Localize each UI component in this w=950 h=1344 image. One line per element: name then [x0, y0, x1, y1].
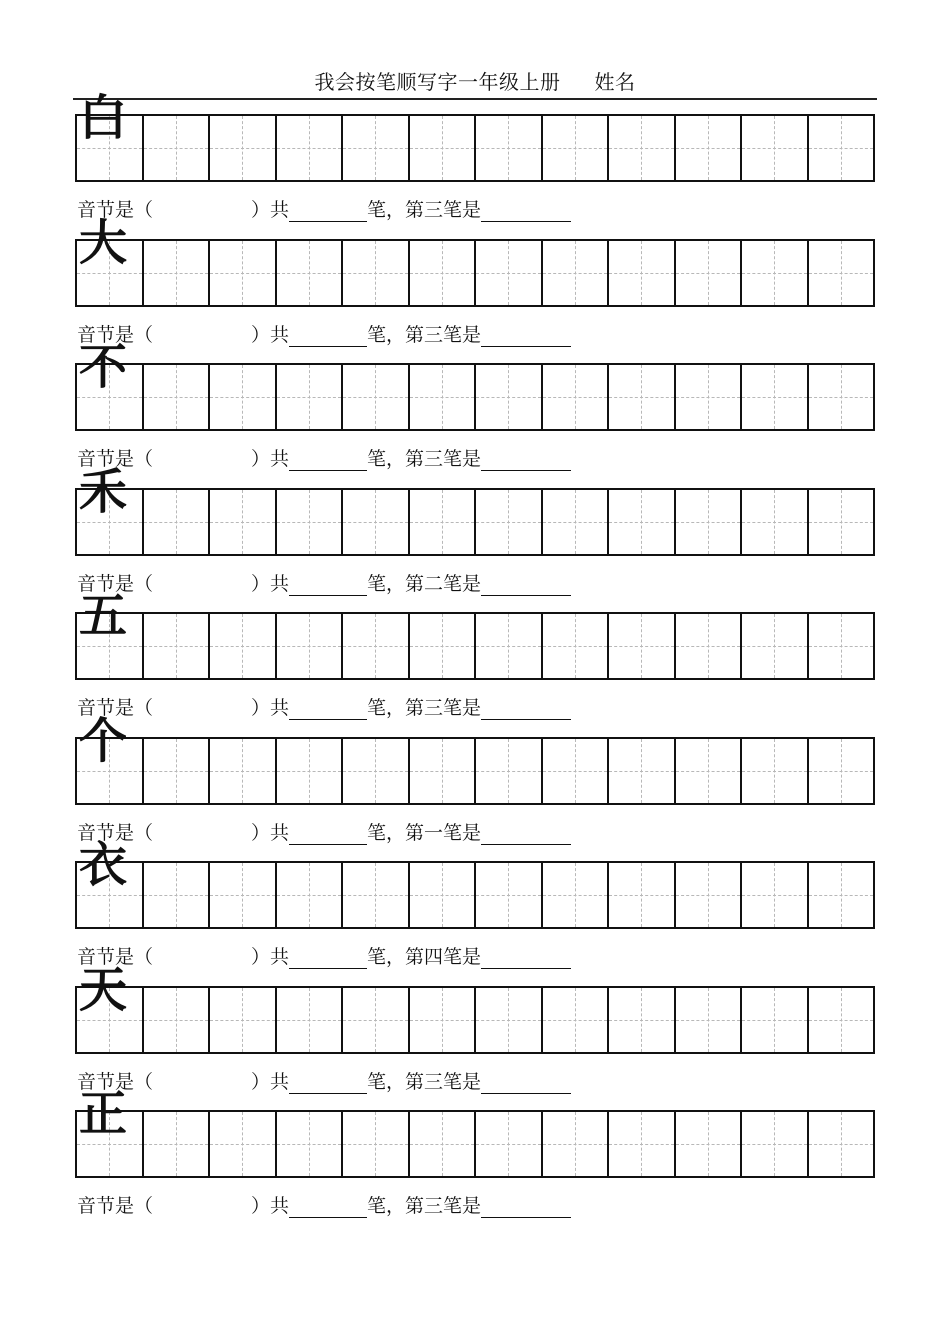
writing-cell[interactable]: [676, 1112, 743, 1176]
writing-cell[interactable]: [410, 365, 477, 429]
writing-cell[interactable]: [809, 614, 874, 678]
header-rule: [73, 98, 877, 100]
stroke-count-label: ）共: [251, 1071, 290, 1093]
guide-line-vertical: [841, 739, 842, 803]
guide-line-vertical: [442, 116, 443, 180]
writing-cell[interactable]: [410, 739, 477, 803]
question-line: [77, 1194, 571, 1218]
guide-line-vertical: [375, 614, 376, 678]
stroke-order-label: 第三笔是: [405, 1195, 482, 1217]
writing-cell[interactable]: [277, 863, 344, 927]
model-character: 禾: [79, 464, 128, 520]
writing-cell[interactable]: [210, 116, 277, 180]
stroke-order-label: 第二笔是: [405, 573, 482, 595]
stroke-count-label: ）共: [251, 1195, 290, 1217]
guide-line-vertical: [508, 863, 509, 927]
guide-line-vertical: [708, 739, 709, 803]
writing-cell[interactable]: [809, 739, 874, 803]
writing-cell[interactable]: [676, 365, 743, 429]
writing-cell[interactable]: [742, 116, 809, 180]
guide-line-vertical: [641, 116, 642, 180]
writing-cell[interactable]: [476, 614, 543, 678]
guide-line-vertical: [242, 490, 243, 554]
writing-cell[interactable]: [410, 988, 477, 1052]
stroke-count-label: ）共: [251, 822, 290, 844]
guide-line-vertical: [641, 365, 642, 429]
stroke-count-blank[interactable]: [289, 946, 367, 969]
guide-line-vertical: [575, 614, 576, 678]
guide-line-vertical: [375, 739, 376, 803]
name-label: 姓名: [594, 70, 636, 94]
writing-grid: [75, 986, 875, 1054]
writing-cell[interactable]: [676, 988, 743, 1052]
question-line: [77, 821, 571, 845]
worksheet-title: 我会按笔顺写字一年级上册: [314, 70, 561, 94]
writing-cell[interactable]: [476, 988, 543, 1052]
writing-cell[interactable]: [277, 988, 344, 1052]
writing-cell[interactable]: [809, 241, 874, 305]
guide-line-vertical: [508, 988, 509, 1052]
writing-cell[interactable]: [543, 1112, 610, 1176]
guide-line-vertical: [242, 116, 243, 180]
guide-line-vertical: [375, 863, 376, 927]
stroke-order-blank[interactable]: [481, 1195, 571, 1218]
guide-line-vertical: [242, 863, 243, 927]
question-line: [77, 572, 571, 596]
guide-line-vertical: [442, 1112, 443, 1176]
writing-cell[interactable]: [277, 614, 344, 678]
guide-line-vertical: [309, 490, 310, 554]
stroke-count-label: ）共: [251, 697, 290, 719]
question-line: [77, 198, 571, 222]
writing-cell[interactable]: [144, 988, 211, 1052]
syllable-label: 音节是（: [77, 448, 154, 470]
writing-cell[interactable]: [210, 739, 277, 803]
strokes-word: 笔，: [367, 448, 406, 470]
writing-cell[interactable]: [343, 988, 410, 1052]
guide-line-vertical: [176, 1112, 177, 1176]
guide-line-vertical: [176, 614, 177, 678]
writing-cell[interactable]: [144, 241, 211, 305]
writing-cell[interactable]: [144, 365, 211, 429]
guide-line-vertical: [575, 365, 576, 429]
writing-cell[interactable]: [609, 988, 676, 1052]
stroke-order-label: 第一笔是: [405, 822, 482, 844]
writing-cell[interactable]: [277, 365, 344, 429]
stroke-order-label: 第三笔是: [405, 1071, 482, 1093]
writing-cell[interactable]: [277, 241, 344, 305]
guide-line-vertical: [841, 614, 842, 678]
writing-cell[interactable]: [809, 1112, 874, 1176]
syllable-label: 音节是（: [77, 324, 154, 346]
writing-grid: [75, 114, 875, 182]
guide-line-vertical: [442, 614, 443, 678]
guide-line-vertical: [641, 490, 642, 554]
writing-cell[interactable]: [277, 1112, 344, 1176]
writing-cell[interactable]: [809, 116, 874, 180]
model-character: 白: [79, 90, 128, 146]
writing-cell[interactable]: [609, 490, 676, 554]
writing-cell[interactable]: [543, 739, 610, 803]
writing-cell[interactable]: [210, 365, 277, 429]
writing-cell[interactable]: [410, 1112, 477, 1176]
writing-cell[interactable]: [543, 116, 610, 180]
guide-line-vertical: [841, 1112, 842, 1176]
guide-line-vertical: [242, 365, 243, 429]
guide-line-vertical: [242, 614, 243, 678]
writing-cell[interactable]: [609, 614, 676, 678]
guide-line-vertical: [176, 241, 177, 305]
stroke-order-label: 第四笔是: [405, 946, 482, 968]
writing-grid: [75, 239, 875, 307]
writing-cell[interactable]: [210, 241, 277, 305]
syllable-label: 音节是（: [77, 697, 154, 719]
guide-line-vertical: [774, 739, 775, 803]
writing-cell[interactable]: [742, 863, 809, 927]
strokes-word: 笔，: [367, 573, 406, 595]
writing-cell[interactable]: [609, 863, 676, 927]
stroke-count-label: ）共: [251, 448, 290, 470]
guide-line-vertical: [176, 365, 177, 429]
writing-cell[interactable]: [543, 490, 610, 554]
stroke-order-label: 第三笔是: [405, 448, 482, 470]
guide-line-vertical: [774, 863, 775, 927]
guide-line-vertical: [841, 241, 842, 305]
guide-line-vertical: [375, 365, 376, 429]
guide-line-vertical: [575, 241, 576, 305]
syllable-label: 音节是（: [77, 573, 154, 595]
writing-cell[interactable]: [144, 490, 211, 554]
writing-cell[interactable]: [210, 1112, 277, 1176]
guide-line-vertical: [708, 241, 709, 305]
stroke-count-blank[interactable]: [289, 1071, 367, 1094]
writing-cell[interactable]: [144, 739, 211, 803]
guide-line-vertical: [841, 863, 842, 927]
writing-cell[interactable]: [543, 614, 610, 678]
guide-line-vertical: [774, 614, 775, 678]
guide-line-vertical: [508, 1112, 509, 1176]
stroke-order-blank[interactable]: [481, 1071, 571, 1094]
guide-line-vertical: [774, 1112, 775, 1176]
guide-line-vertical: [708, 614, 709, 678]
syllable-label: 音节是（: [77, 946, 154, 968]
writing-cell[interactable]: [809, 490, 874, 554]
guide-line-vertical: [309, 116, 310, 180]
writing-cell[interactable]: [343, 241, 410, 305]
guide-line-vertical: [508, 365, 509, 429]
guide-line-vertical: [375, 116, 376, 180]
stroke-count-label: ）共: [251, 199, 290, 221]
guide-line-vertical: [176, 116, 177, 180]
writing-grid: [75, 612, 875, 680]
writing-cell[interactable]: [742, 241, 809, 305]
writing-cell[interactable]: [277, 116, 344, 180]
writing-cell[interactable]: [144, 1112, 211, 1176]
writing-cell[interactable]: [476, 116, 543, 180]
guide-line-vertical: [774, 241, 775, 305]
writing-cell[interactable]: [410, 116, 477, 180]
strokes-word: 笔，: [367, 697, 406, 719]
writing-cell[interactable]: [543, 241, 610, 305]
guide-line-vertical: [242, 988, 243, 1052]
writing-cell[interactable]: [676, 116, 743, 180]
guide-line-vertical: [641, 739, 642, 803]
guide-line-vertical: [774, 490, 775, 554]
question-line: [77, 945, 571, 969]
model-character: 衣: [79, 837, 128, 893]
writing-cell[interactable]: [676, 490, 743, 554]
stroke-order-blank[interactable]: [481, 448, 571, 471]
syllable-label: 音节是（: [77, 199, 154, 221]
guide-line-vertical: [309, 241, 310, 305]
guide-line-vertical: [508, 116, 509, 180]
model-character: 天: [79, 962, 128, 1018]
guide-line-vertical: [708, 863, 709, 927]
strokes-word: 笔，: [367, 199, 406, 221]
guide-line-vertical: [309, 739, 310, 803]
guide-line-vertical: [176, 490, 177, 554]
writing-cell[interactable]: [277, 739, 344, 803]
guide-line-vertical: [309, 365, 310, 429]
writing-cell[interactable]: [476, 490, 543, 554]
strokes-word: 笔，: [367, 822, 406, 844]
writing-cell[interactable]: [277, 490, 344, 554]
writing-cell[interactable]: [144, 614, 211, 678]
guide-line-vertical: [841, 988, 842, 1052]
writing-cell[interactable]: [742, 988, 809, 1052]
writing-cell[interactable]: [343, 614, 410, 678]
stroke-count-blank[interactable]: [289, 822, 367, 845]
writing-cell[interactable]: [476, 739, 543, 803]
guide-line-vertical: [176, 863, 177, 927]
stroke-count-blank[interactable]: [289, 448, 367, 471]
stroke-order-blank[interactable]: [481, 697, 571, 720]
guide-line-vertical: [176, 988, 177, 1052]
writing-cell[interactable]: [144, 863, 211, 927]
guide-line-vertical: [641, 614, 642, 678]
guide-line-vertical: [708, 116, 709, 180]
guide-line-vertical: [508, 241, 509, 305]
stroke-count-blank[interactable]: [289, 199, 367, 222]
strokes-word: 笔，: [367, 946, 406, 968]
writing-cell[interactable]: [410, 490, 477, 554]
stroke-order-blank[interactable]: [481, 946, 571, 969]
writing-grid: [75, 488, 875, 556]
stroke-order-blank[interactable]: [481, 199, 571, 222]
guide-line-vertical: [708, 490, 709, 554]
model-character: 不: [79, 339, 128, 395]
guide-line-vertical: [841, 365, 842, 429]
writing-grid: [75, 861, 875, 929]
guide-line-vertical: [442, 490, 443, 554]
model-character: 个: [79, 713, 128, 769]
stroke-count-blank[interactable]: [289, 573, 367, 596]
guide-line-vertical: [375, 988, 376, 1052]
writing-cell[interactable]: [742, 365, 809, 429]
stroke-order-blank[interactable]: [481, 573, 571, 596]
writing-cell[interactable]: [343, 490, 410, 554]
guide-line-vertical: [641, 863, 642, 927]
guide-line-vertical: [508, 490, 509, 554]
stroke-count-label: ）共: [251, 324, 290, 346]
guide-line-vertical: [442, 863, 443, 927]
writing-cell[interactable]: [410, 241, 477, 305]
question-line: [77, 447, 571, 471]
question-line: [77, 1070, 571, 1094]
guide-line-vertical: [641, 1112, 642, 1176]
writing-cell[interactable]: [210, 863, 277, 927]
guide-line-vertical: [774, 365, 775, 429]
guide-line-vertical: [575, 1112, 576, 1176]
guide-line-vertical: [309, 863, 310, 927]
guide-line-vertical: [708, 988, 709, 1052]
guide-line-vertical: [442, 988, 443, 1052]
writing-cell[interactable]: [609, 241, 676, 305]
writing-cell[interactable]: [609, 365, 676, 429]
guide-line-vertical: [309, 988, 310, 1052]
guide-line-vertical: [375, 490, 376, 554]
guide-line-vertical: [774, 988, 775, 1052]
writing-cell[interactable]: [742, 490, 809, 554]
writing-cell[interactable]: [343, 116, 410, 180]
writing-cell[interactable]: [410, 614, 477, 678]
guide-line-vertical: [708, 365, 709, 429]
writing-grid: [75, 363, 875, 431]
writing-cell[interactable]: [809, 988, 874, 1052]
writing-cell[interactable]: [676, 614, 743, 678]
strokes-word: 笔，: [367, 1195, 406, 1217]
strokes-word: 笔，: [367, 1071, 406, 1093]
writing-cell[interactable]: [676, 739, 743, 803]
guide-line-vertical: [242, 1112, 243, 1176]
stroke-order-blank[interactable]: [481, 324, 571, 347]
model-character: 大: [79, 215, 128, 271]
guide-line-vertical: [442, 365, 443, 429]
writing-cell[interactable]: [476, 365, 543, 429]
question-line: [77, 696, 571, 720]
guide-line-vertical: [242, 241, 243, 305]
writing-cell[interactable]: [476, 1112, 543, 1176]
writing-cell[interactable]: [676, 863, 743, 927]
writing-cell[interactable]: [809, 863, 874, 927]
guide-line-vertical: [575, 863, 576, 927]
syllable-label: 音节是（: [77, 822, 154, 844]
writing-cell[interactable]: [210, 490, 277, 554]
model-character: 五: [79, 588, 128, 644]
strokes-word: 笔，: [367, 324, 406, 346]
stroke-count-blank[interactable]: [289, 697, 367, 720]
writing-cell[interactable]: [343, 863, 410, 927]
guide-line-vertical: [575, 116, 576, 180]
writing-cell[interactable]: [609, 116, 676, 180]
guide-line-vertical: [442, 739, 443, 803]
writing-cell[interactable]: [543, 988, 610, 1052]
stroke-count-blank[interactable]: [289, 324, 367, 347]
writing-cell[interactable]: [476, 863, 543, 927]
stroke-count-blank[interactable]: [289, 1195, 367, 1218]
writing-cell[interactable]: [543, 365, 610, 429]
writing-cell[interactable]: [343, 739, 410, 803]
guide-line-vertical: [774, 116, 775, 180]
guide-line-vertical: [641, 988, 642, 1052]
writing-cell[interactable]: [410, 863, 477, 927]
question-line: [77, 323, 571, 347]
model-character: 正: [79, 1086, 128, 1142]
stroke-order-label: 第三笔是: [405, 199, 482, 221]
guide-line-vertical: [176, 739, 177, 803]
guide-line-vertical: [575, 988, 576, 1052]
writing-cell[interactable]: [144, 116, 211, 180]
stroke-order-blank[interactable]: [481, 822, 571, 845]
writing-cell[interactable]: [210, 614, 277, 678]
stroke-count-label: ）共: [251, 946, 290, 968]
guide-line-vertical: [508, 739, 509, 803]
writing-grid: [75, 1110, 875, 1178]
writing-cell[interactable]: [676, 241, 743, 305]
guide-line-vertical: [442, 241, 443, 305]
writing-cell[interactable]: [476, 241, 543, 305]
guide-line-vertical: [309, 614, 310, 678]
guide-line-vertical: [841, 116, 842, 180]
writing-cell[interactable]: [543, 863, 610, 927]
guide-line-vertical: [575, 739, 576, 803]
guide-line-vertical: [375, 241, 376, 305]
stroke-order-label: 第三笔是: [405, 324, 482, 346]
stroke-count-label: ）共: [251, 573, 290, 595]
writing-cell[interactable]: [343, 365, 410, 429]
writing-cell[interactable]: [742, 614, 809, 678]
syllable-label: 音节是（: [77, 1195, 154, 1217]
stroke-order-label: 第三笔是: [405, 697, 482, 719]
guide-line-vertical: [242, 739, 243, 803]
syllable-label: 音节是（: [77, 1071, 154, 1093]
writing-cell[interactable]: [742, 739, 809, 803]
writing-cell[interactable]: [343, 1112, 410, 1176]
guide-line-vertical: [641, 241, 642, 305]
guide-line-vertical: [708, 1112, 709, 1176]
writing-cell[interactable]: [742, 1112, 809, 1176]
guide-line-vertical: [508, 614, 509, 678]
worksheet-header: [0, 66, 950, 95]
writing-cell[interactable]: [210, 988, 277, 1052]
writing-grid: [75, 737, 875, 805]
writing-cell[interactable]: [609, 1112, 676, 1176]
guide-line-vertical: [575, 490, 576, 554]
guide-line-vertical: [841, 490, 842, 554]
writing-cell[interactable]: [609, 739, 676, 803]
guide-line-vertical: [375, 1112, 376, 1176]
guide-line-vertical: [309, 1112, 310, 1176]
writing-cell[interactable]: [809, 365, 874, 429]
